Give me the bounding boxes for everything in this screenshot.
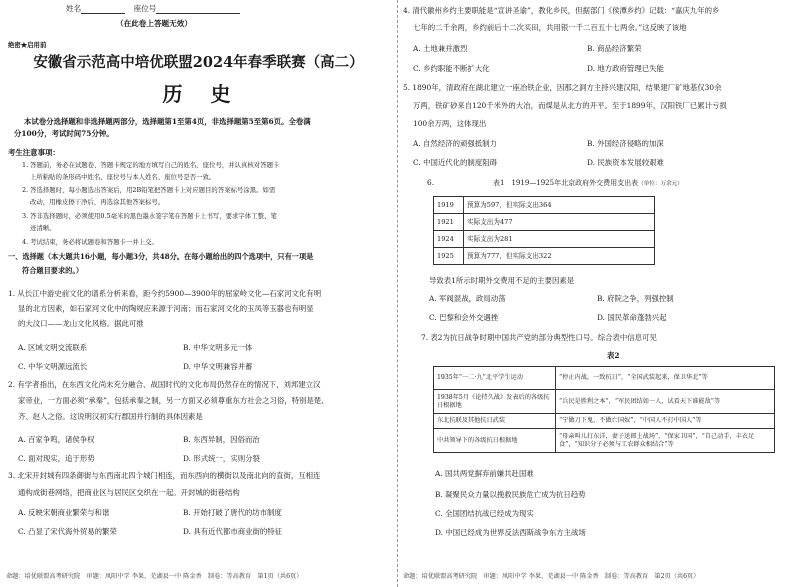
q1-option-b: B. 中华文明多元一体	[183, 343, 253, 352]
name-label: 姓名	[66, 4, 82, 13]
table-cell-year: 1924	[434, 231, 464, 248]
q2-option-d: D. 形式统一，实则分裂	[183, 454, 260, 463]
q6-option-b: B. 府院之争，列强控制	[597, 294, 674, 303]
table-row	[434, 231, 655, 248]
table-cell-context: 东北抗联及其他抗日武装	[434, 414, 556, 429]
q1-stem-1: 1. 从长江中游史前文化的谱系分析来看，距今约5900—3900年的屈家岭文化—石家河文化有明	[8, 289, 322, 298]
q4-option-b: B. 商品经济繁荣	[587, 44, 642, 53]
table-cell-year: 1925	[434, 248, 464, 265]
q3-option-d: D. 具有近代都市商业街的特征	[183, 527, 283, 536]
intro-line-1: 本试卷分选择题和非选择题两部分，选择题第1至第4页，非选择题第5至第6页。全卷满	[24, 117, 311, 126]
q5-stem-1: 5. 1890年，清政府在湖北建立一座冶铁企业，因那之洞方主持兴建汉阳，结果建厂矿地基仅30余	[403, 83, 722, 92]
notes-title: 考生注意事项：	[8, 148, 60, 157]
q3-stem-2: 通构成街巷网络，把商业区与居民区交织在一起。开封城的街巷结构	[18, 488, 240, 497]
q4-stem-1: 4. 清代徽州乡约主要职能是“宣讲圣谕”，教化乡民，但据部门《侯潭乡约》记载：“嘉庆九年的乡	[403, 6, 720, 15]
q6-table	[433, 196, 655, 265]
table-cell-year: 1921	[434, 214, 464, 231]
q2-stem-1: 2. 有学者指出，在东西文化尚未充分融合、战国时代的文化布局仍然存在的情况下，刘邦建立汉	[8, 380, 321, 389]
subject-title: 历 史	[162, 82, 235, 106]
q7-option-d: D. 中国已经成为世界反法西斯战争东方主战场	[435, 528, 586, 537]
q3-option-b: B. 开始打破了唐代的坊市制度	[183, 508, 282, 517]
q7-table-title: 表2	[607, 351, 620, 360]
q5-stem-2: 万两，铁矿砂来自120千米外的大冶，而煤是从北方的开平。至于1899年，汉阳铁厂已累计亏损	[413, 101, 727, 110]
table-row	[434, 197, 655, 214]
q3-option-c: C. 凸显了宋代海外贸易的繁荣	[18, 527, 117, 536]
q6-number: 6.	[427, 178, 435, 187]
table-row	[434, 390, 775, 414]
table-cell-slogan: “停止内战，一致抗日”，“全国武装起来，保卫华北”等	[556, 367, 775, 390]
table-cell-slogan: “兵民是胜利之本”，“军民团结如一人，试看天下谁能敌”等	[556, 390, 775, 414]
q7-option-b: B. 凝聚民众力量以挽救民族危亡成为抗日趋势	[435, 490, 586, 499]
q2-stem-3: 齐、赵人之俗。这说明汉初实行郡国并行制的具体因素是	[18, 412, 203, 421]
note-3b: 迹清晰。	[30, 224, 56, 232]
q1-stem-3: 的大汶口——龙山文化风格。据此可推	[18, 319, 144, 328]
table-cell-value: 预算为597，但实际支出364	[464, 197, 655, 214]
q4-option-a: A. 土地兼并激烈	[413, 44, 468, 53]
name-blank	[81, 5, 125, 14]
q3-stem-1: 3. 北宋开封城有四条御街与东西南北四个城门相连，而东西向的横街以及南北向的直街，互相连	[8, 471, 321, 480]
q7-option-c: C. 全国团结抗战已经成为现实	[435, 509, 534, 518]
page-right	[397, 0, 794, 587]
intro-line-2: 分100分，考试时间75分钟。	[14, 129, 114, 138]
q1-option-a: A. 区域文明交流联系	[18, 343, 88, 352]
q6-option-d: D. 国民革命蓬勃兴起	[597, 313, 667, 322]
table-cell-context: 中共领导下的各级抗日根据地	[434, 429, 556, 453]
note-4: 4. 考试结束，务必将试题卷和答题卡一并上交。	[22, 238, 158, 246]
q5-option-a: A. 自然经济的顽强抵制力	[413, 139, 497, 148]
section1-line-2: 符合题目要求的。）	[22, 266, 84, 275]
q3-option-a: A. 反映宋朝商业繁荣与和谐	[18, 508, 110, 517]
q6-table-title-text: 表1 1919—1925年北京政府外交费用支出表	[493, 179, 639, 187]
q1-option-c: C. 中华文明源远流长	[18, 362, 88, 371]
q4-option-c: C. 乡约职能不断扩大化	[413, 64, 490, 73]
table-cell-slogan: “母亲叫儿打东洋，妻子送郎上战场”，“保家卫国”，“自己动手，丰衣足食”，“知识分子必须与工农群众相结合”等	[556, 429, 775, 453]
table-row	[434, 367, 775, 390]
section1-line-1: 一、选择题（本大题共16小题，每小题3分，共48分。在每小题给出的四个选项中，只有一项是	[8, 252, 314, 261]
right-footer: 命题：培优联盟高考研究院 审题：凤阳中学 李果、芜湖县一中 陈金香 制卷：等高教育 第2页（共6页）	[403, 573, 700, 580]
note-2b: 改动，用橡皮擦干净后，再选涂其他答案标号。	[30, 198, 165, 206]
q1-stem-2: 显的北方因素，如石家河文化中的陶规应来源于河南；而石家河文化的玉凤等玉器也有明显	[18, 304, 314, 313]
q5-option-b: B. 外国经济侵略的加深	[587, 139, 664, 148]
q6-option-c: C. 巴黎和会外交遇挫	[429, 313, 499, 322]
secret-mark: 绝密★启用前	[8, 41, 47, 49]
name-field	[66, 4, 240, 14]
q6-table-unit: （单位：万余元）	[638, 181, 683, 187]
table-cell-context: 1938年5月《论持久战》发表后的各级抗日根据地	[434, 390, 556, 414]
table-cell-slogan: “宁做刀下鬼，不做亡国奴”，“中国人不打中国人”等	[556, 414, 775, 429]
table-row	[434, 429, 775, 453]
table-row	[434, 414, 775, 429]
q6-stem: 导致表1所示时期外交费用不足的主要因素是	[429, 276, 575, 285]
q4-option-d: D. 地方政府管理已失能	[587, 64, 664, 73]
q6-table-title	[493, 178, 683, 189]
left-footer: 命题：培优联盟高考研究院 审题：凤阳中学 李果、芜湖县一中 陈金香 制卷：等高教育 第1页（共6页）	[6, 573, 303, 580]
note-3a: 3. 答非选择题时，必须使用0.5毫米的黑色墨水签字笔在答题卡上书写，要求字体工整、笔	[22, 212, 277, 220]
q2-option-c: C. 面对现实，追于形势	[18, 454, 95, 463]
note-1b: 上所粘贴的条形码中姓名、座位号与本人姓名、座位号是否一致。	[30, 173, 216, 181]
seat-label: 座位号	[133, 4, 157, 13]
q5-stem-3: 100余万两，这体现出	[413, 119, 487, 128]
q2-stem-2: 家帝业，一方面必须“承秦”，包括承秦之制，另一方面又必须尊重东方社会之习俗，特别是楚、	[18, 396, 329, 405]
q4-stem-2: 七年的二千余两，乡约前后十二次买田，共用银一千二百五十七两余。”这反映了该地	[413, 23, 687, 32]
q6-option-a: A. 军阀混战，政局动荡	[429, 294, 506, 303]
table-cell-year: 1919	[434, 197, 464, 214]
seat-blank	[156, 5, 240, 14]
q7-table	[433, 366, 775, 453]
table-row	[434, 214, 655, 231]
exam-title: 安徽省示范高中培优联盟2024年春季联赛（高二）	[33, 54, 364, 71]
q5-option-c: C. 中国近代化的制度阻碍	[413, 158, 497, 167]
q2-option-b: B. 东西异制，因俗而治	[183, 435, 260, 444]
table-cell-value: 预算为777，但实际支出322	[464, 248, 655, 265]
note-1a: 1. 答题前，务必在试题卷、答题卡规定的地方填写自己的姓名、座位号，并认真核对答题卡	[22, 161, 280, 169]
note-2a: 2. 答选择题时，每小题选出答案后，用2B铅笔把答题卡上对应题目的答案标号涂黑。如需	[22, 186, 276, 194]
table-row	[434, 248, 655, 265]
q5-option-d: D. 民族资本发展较艰难	[587, 158, 664, 167]
q7-option-a: A. 国共两党摒弃前嫌共赴国难	[435, 469, 534, 478]
q2-option-a: A. 百家争鸣，诸侯争权	[18, 435, 95, 444]
q7-stem: 7. 表2为抗日战争时期中国共产党的部分典型性口号。综合表中信息可见	[421, 333, 657, 342]
table-cell-context: 1935年“一二·九”北平学生运动	[434, 367, 556, 390]
table-cell-value: 实际支出为477	[464, 214, 655, 231]
q1-option-d: D. 中华文明兼容并蓄	[183, 362, 253, 371]
table-cell-value: 实际支出为281	[464, 231, 655, 248]
no-answer-notice: （在此卷上答题无效）	[116, 19, 192, 28]
